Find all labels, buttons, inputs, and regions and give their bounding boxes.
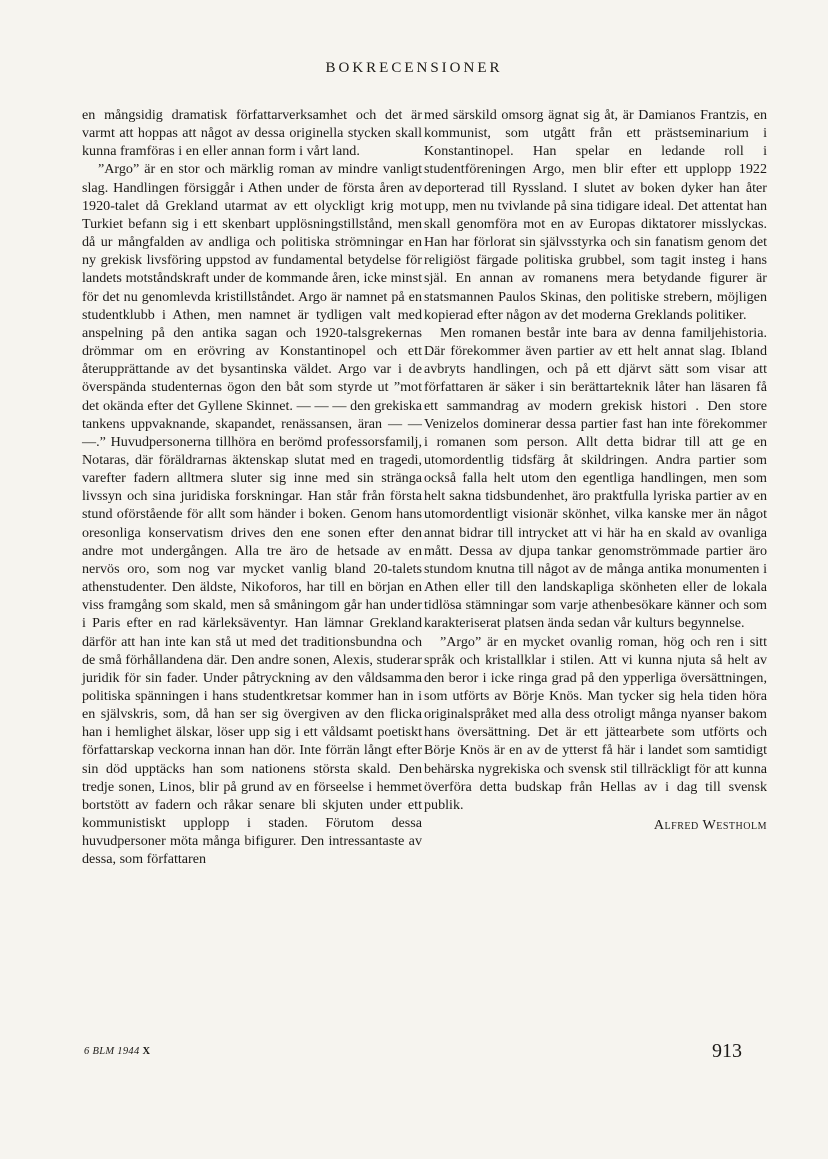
running-header: BOKRECENSIONER <box>325 60 503 76</box>
signature-mark <box>84 1046 150 1057</box>
right-column <box>424 106 767 834</box>
page-number: 913 <box>712 1040 742 1062</box>
signature-mark-x: X <box>142 1046 151 1057</box>
paragraph: med särskild omsorg ägnat sig åt, är Damianos Frantzis, en kommunist, som utgått från ett prästseminarium i Konstantinopel. Han spelar en ledande roll i studentföreningen Argo, men blir efter ett upplopp 1922 deporterad till Ryssland. I slutet av boken dyker han åter upp, men nu tvivlande på sina tidigare ideal. Det attentat han skall genomföra mot en av Europas diktatorer misslyckas. Han har förlorat sin självsstyrka och sin fanatism genom det religiöst färgade politiska grubbel, som tagit insteg i hans själ. En annan av romanens mera betydande figurer är statsmannen Paulos Skinas, den politiske strebern, möjligen kopierad efter någon av det moderna Greklands politiker. <box>424 107 767 323</box>
paragraph: ”Argo” är en mycket ovanlig roman, hög och ren i sitt språk och kristallklar i stilen. Att vi kunna njuta så helt av den beror i icke ringa grad på den ypperliga översättningen, som utförts av Börje Knös. Man tycker sig hela tiden höra originalspråket med alla dess otroligt många nyanser bakom hans översättning. Det är ett jättearbete som utförts och Börje Knös är en av de ytterst få här i landet som samtidigt behärska nygrekiska och svensk stil tillräckligt för att kunna överföra detta budskap från Hellas av i dag till svensk publik. <box>424 633 767 813</box>
paragraph: en mångsidig dramatisk författarverksamhet och det är varmt att hoppas att något av dessa originella stycken skall kunna framföras i en eller annan form i vårt land. <box>82 107 422 160</box>
left-column <box>82 106 422 869</box>
paragraph: ”Argo” är en stor och märklig roman av mindre vanligt slag. Handlingen försiggår i Athen under de första åren av 1920-talet då Grekland utarmat av ett olyckligt krig mot Turkiet befann sig i ett skenbart upplösningstillstånd, men då ur mångfalden av andliga och politiska strömningar en ny grekisk livsföring uppstod av fundamental betydelse för landets motståndskraft under de kommande åren, icke minst för det nu genomlevda kristillståndet. Argo är namnet på en studentklubb i Athen, men namnet är tydligen valt med anspelning på den antika sagan och 1920-talsgrekernas drömmar om en erövring av Konstantinopel och ett återupprättande av det bysantinska väldet. Argo var i de överspända studenternas ögon den båt som styrde ut ”mot det okända efter det Gyllene Skinnet. — — — den grekiska tankens uppvaknande, skapandet, renässansen, äran — — —.” Huvudpersonerna tillhöra en berömd professorsfamilj, Notaras, där föräldrarnas äktenskap slutat med en tragedi, varefter fadern alltmera sluter sig inne med sin stränga livssyn och sina juridiska forskningar. Han står från första stund oförstående för allt som händer i boken. Genom hans oresonliga konservatism drives den ene sonen efter den andre mot undergången. Alla tre äro de hetsade av en nervös oro, som nog var mycket vanlig bland 20-talets athenstudenter. Den äldste, Nikoforos, har till en början en viss framgång som skald, men så småningom går han under i Paris efter en rad kärleksäventyr. Han lämnar Grekland därför att han inte kan stå ut med det traditionsbundna och de små förhållandena där. Den andre sonen, Alexis, studerar juridik för sin fader. Under påtryckning av den våldsamma politiska spänningen i hans studentkretsar kommer han in i en självskris, som, då han ser sig övergiven av den flicka han i hemlighet älskar, löser upp sig i ett våldsamt poetiskt författarskap veckorna innan han dör. Inte förrän långt efter sin död upptäcks han som nationens största skald. Den tredje sonen, Linos, blir på grund av en förseelse i hemmet bortstött av fadern och råkar senare bli skjuten under ett kommunistiskt upplopp i staden. Förutom dessa huvudpersoner möta många bifigurer. Den intressantaste av dessa, som författaren <box>82 161 422 868</box>
author-signature: Alfred Westholm <box>653 817 767 834</box>
signature-mark-text: 6 BLM 1944 <box>84 1046 140 1057</box>
paragraph: Men romanen består inte bara av denna familjehistoria. Där förekommer även partier av ett helt annat slag. Ibland avbryts handlingen, och på ett djärvt sätt som visar att författaren är säker i sin berättarteknik låter han läsaren få ett sammandrag av modern grekisk histori . Den store Venizelos dominerar dessa partier fast han inte förekommer i romanen som person. Allt detta bidrar till att ge en utomordentlig tidsfärg åt skildringen. Andra partier som också falla helt utom den egentliga handlingen, men som helt sakna tidsbundenhet, äro praktfulla lyriska partier av en utomordentligt visionär skönhet, vilka kanske mer än något annat bidrar till intrycket att vi här ha en skald av ovanliga mått. Dessa av djupa tankar genomströmmade partier äro stundom knutna till något av de många antika monumenten i Athen eller till den landskapliga skönheten eller de lokala tidlösa stämningar som varje athenbesökare känner och som karakteriserat platsen ända sedan vår kulturs begynnelse. <box>424 324 767 632</box>
